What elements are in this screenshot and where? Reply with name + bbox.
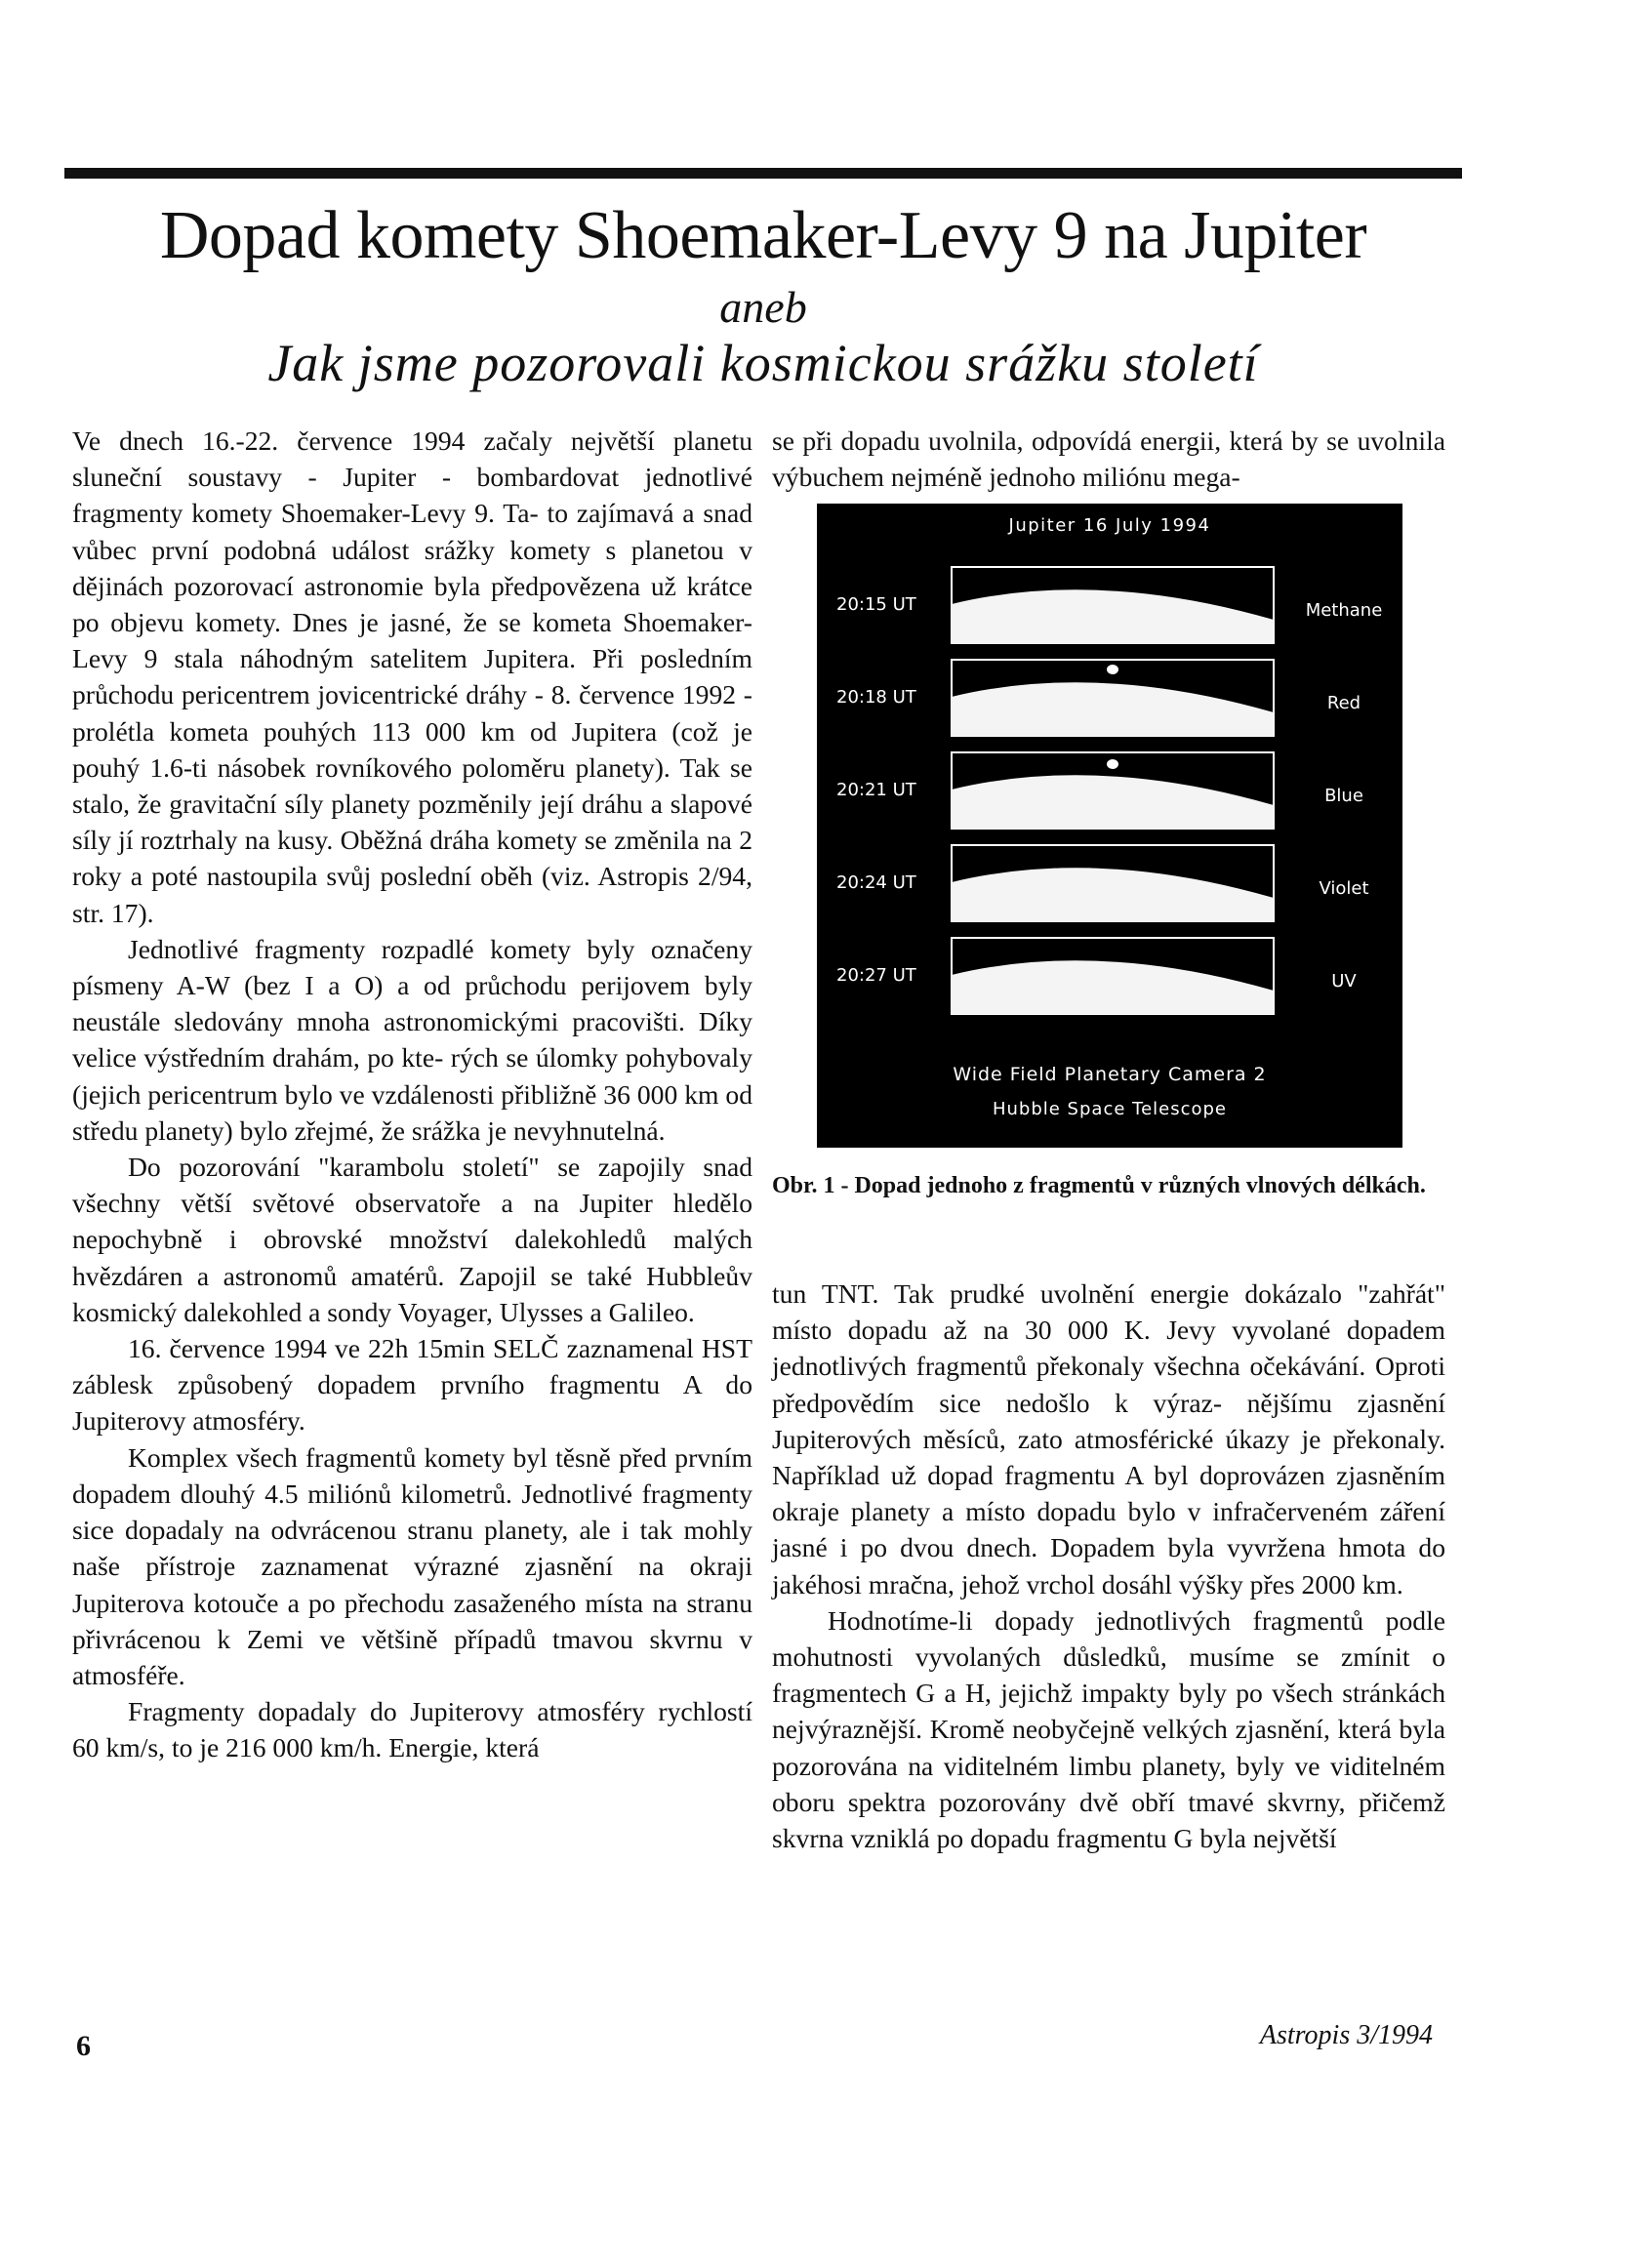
panel-filter-label: Methane <box>1305 600 1383 621</box>
figure-panel <box>836 752 1363 829</box>
paragraph: Jednotlivé fragmenty rozpadlé komety byly označeny písmeny A-W (bez I a O) a od průchodu perijovem byly neustále sledovány mnoha astronomickými pracovišti. Díky velice výstředním drahám, po kte- rých se úlomky pohybovaly (jejich pericentrum bylo ve vzdálenosti přibližně 36 000 km od středu planety) bylo zřejmé, že srážka je nevyhnutelná. <box>72 933 752 1146</box>
figure-credit-camera: Wide Field Planetary Camera 2 <box>953 1064 1267 1085</box>
figure-image <box>817 504 1402 1148</box>
header-rule <box>64 168 1462 179</box>
figure-panel <box>836 845 1369 921</box>
paragraph: Do pozorování "karambolu století" se zapojily snad všechny větší světové observatoře a na Jupiter hledělo nepochybně i obrovské množství dalekohledů malých hvězdáren a astronomů amatérů. Zapojil se také Hubbleův kosmický dalekohled a sondy Voyager, Ulysses a Galileo. <box>72 1152 752 1327</box>
panel-time-label: 20:15 UT <box>836 594 916 615</box>
impact-plume <box>1107 759 1118 769</box>
figure-credit-telescope: Hubble Space Telescope <box>992 1099 1228 1119</box>
left-column <box>72 423 752 1766</box>
figure-panel <box>836 660 1361 736</box>
panel-time-label: 20:27 UT <box>836 965 916 986</box>
right-column-bottom <box>772 1276 1445 2068</box>
figure-panel <box>836 567 1382 643</box>
panel-filter-label: Red <box>1326 693 1361 713</box>
impact-plume <box>1107 665 1118 674</box>
paragraph: Ve dnech 16.-22. července 1994 začaly největší planetu sluneční soustavy - Jupiter - bombardovat jednotlivé fragmenty komety Shoemaker-Levy 9. Ta- to zajímavá a snad vůbec první podobná událost srážky komety s planetou v dějinách pozorovací astronomie byla předpovězena už krátce po objevu komety. Dnes je jasné, že se kometa Shoemaker-Levy 9 stala náhodným satelitem Jupitera. Při posledním průchodu pericentrem jovicentrické dráhy - 8. července 1992 - prolétla kometa pouhých 113 000 km od Jupitera (což je pouhý 1.6-ti násobek rovníkového poloměru planety). Tak se stalo, že gravitační síly planety pozměnily její dráhu a slapové síly jí roztrhaly na kusy. Oběžná dráha komety se změnila na 2 roky a poté nastoupila svůj poslední oběh (viz. Astropis 2/94, str. 17). <box>72 425 752 928</box>
figure-caption: Obr. 1 - Dopad jednoho z fragmentů v různých vlnových délkách. <box>772 1173 1426 1198</box>
article-subtitle: Jak jsme pozorovali kosmickou srážku století <box>267 334 1259 392</box>
paragraph: Komplex všech fragmentů komety byl těsně před prvním dopadem dlouhý 4.5 miliónů kilometrů. Jednotlivé fragmenty sice dopadaly na odvrácenou stranu planety, ale i tak mohly naše přístroje zaznamenat výrazné zjasnění na okraji Jupiterova kotouče a po přechodu zasaženého místa na stranu přivrácenou k Zemi ve většině případů tmavou skvrnu v atmosféře. <box>72 1441 752 1690</box>
paragraph: se při dopadu uvolnila, odpovídá energii, která by se uvolnila výbuchem nejméně jednoho miliónu mega- <box>772 425 1445 493</box>
paragraph: Hodnotíme-li dopady jednotlivých fragmentů podle mohutnosti vyvolaných důsledků, musíme se zmínit o fragmentech G a H, jejichž impakty byly po všech stránkách nejvýraznější. Kromě neobyčejně velkých zjasnění, která byla pozorována na viditelném limbu planety, byly ve viditelném oboru spektra pozorovány dvě obří tmavé skvrny, přičemž skvrna vzniklá po dopadu fragmentu G byla největší <box>772 1604 1445 1854</box>
right-column-top <box>772 423 1445 495</box>
paragraph: Fragmenty dopadaly do Jupiterovy atmosféry rychlostí 60 km/s, to je 216 000 km/h. Energie, která <box>72 1696 752 1763</box>
panel-filter-label: UV <box>1331 971 1357 992</box>
panel-filter-label: Violet <box>1319 878 1369 899</box>
paragraph: tun TNT. Tak prudké uvolnění energie dokázalo "zahřát" místo dopadu až na 30 000 K. Jevy vyvolané dopadem jednotlivých fragmentů překonaly všechna očekávání. Oproti předpovědím sice nedošlo k výraz- nějšímu zjasnění Jupiterových měsíců, zato atmosférické úkazy je překonaly. Například už dopad fragmentu A byl doprovázen zjasněním okraje planety a místo dopadu bylo v infračerveném záření jasné i po dvou dnech. Dopadem byla vyvržena hmota do jakéhosi mračna, jehož vrchol dosáhl výšky přes 2000 km. <box>772 1278 1445 1600</box>
figure-title: Jupiter 16 July 1994 <box>1008 515 1211 536</box>
article-subtitle-aneb: aneb <box>719 282 807 332</box>
figure-panel <box>836 938 1357 1014</box>
panel-time-label: 20:21 UT <box>836 780 916 800</box>
panel-time-label: 20:18 UT <box>836 687 916 708</box>
panel-time-label: 20:24 UT <box>836 872 916 893</box>
journal-footer: Astropis 3/1994 <box>1259 2020 1433 2050</box>
hubble-figure <box>817 504 1402 1148</box>
article-title: Dopad komety Shoemaker-Levy 9 na Jupiter <box>159 198 1367 273</box>
panel-filter-label: Blue <box>1324 786 1363 806</box>
page-number: 6 <box>76 2030 91 2062</box>
paragraph: 16. července 1994 ve 22h 15min SELČ zaznamenal HST záblesk způsobený dopadem prvního fragmentu A do Jupiterovy atmosféry. <box>72 1333 752 1437</box>
